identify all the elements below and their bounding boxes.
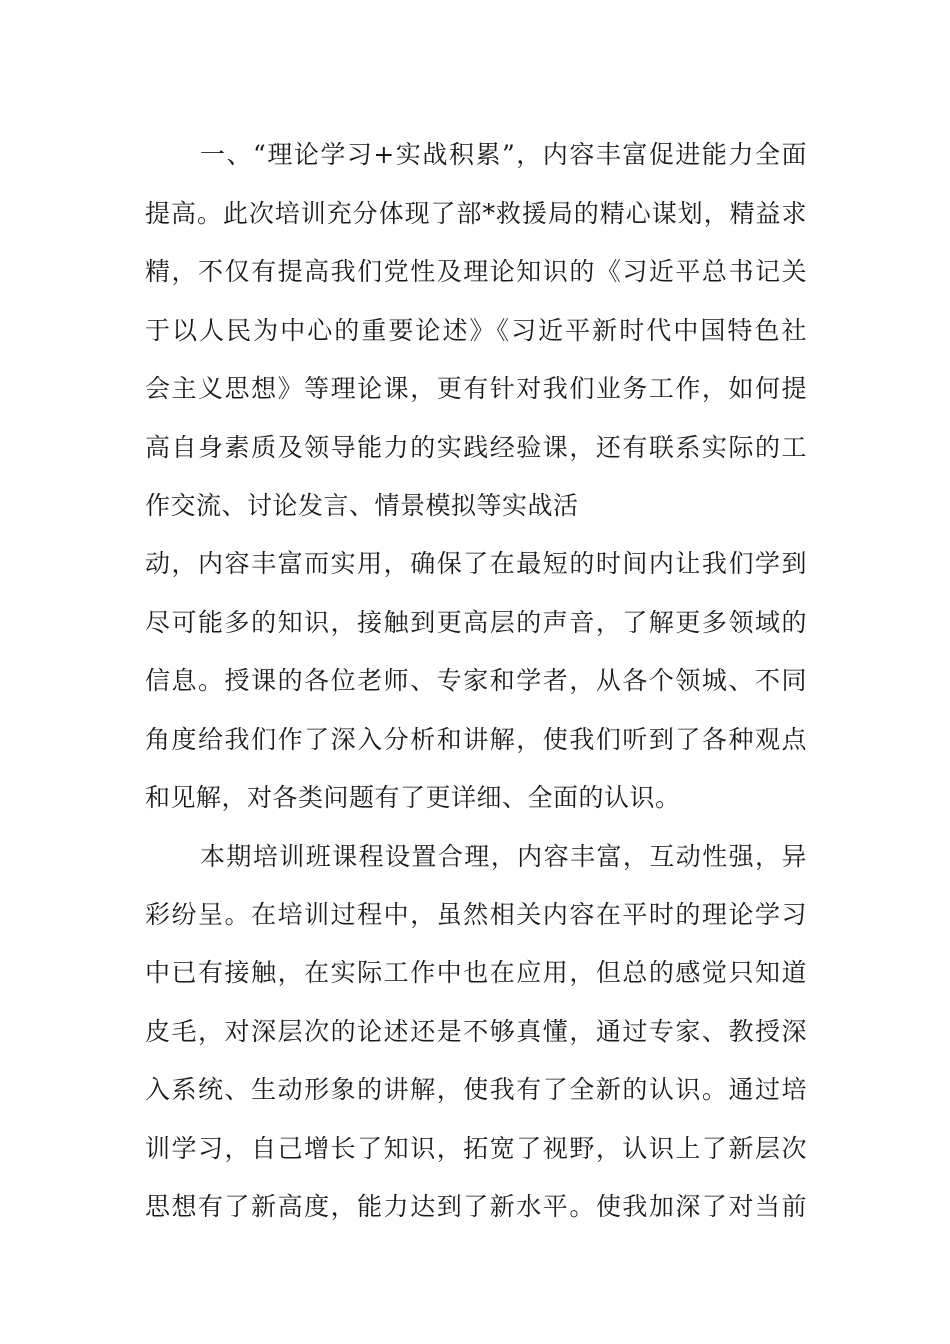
text-line: 入系统、生动形象的讲解，使我有了全新的认识。通过培 [145, 1075, 807, 1104]
text-line: 信息。授课的各位老师、专家和学者，从各个领城、不同 [145, 666, 807, 695]
text-line: 思想有了新高度，能力达到了新水平。使我加深了对当前 [145, 1192, 807, 1221]
text-line: 一、“理论学习+实战积累”，内容丰富促进能力全面 [200, 140, 807, 169]
text-line: 和见解，对各类问题有了更详细、全面的认识。 [145, 783, 681, 812]
text-line: 会主义思想》等理论课，更有针对我们业务工作，如何提 [145, 374, 807, 403]
text-line: 中已有接触，在实际工作中也在应用，但总的感觉只知道 [145, 958, 807, 987]
text-line: 提高。此次培训充分体现了部*救援局的精心谋划，精益求 [145, 199, 807, 228]
text-line: 角度给我们作了深入分析和讲解，使我们听到了各种观点 [145, 725, 807, 754]
text-line: 精，不仅有提高我们党性及理论知识的《习近平总书记关 [145, 257, 807, 286]
text-line: 皮毛，对深层次的论述还是不够真懂，通过专家、教授深 [145, 1017, 807, 1046]
text-line: 本期培训班课程设置合理，内容丰富，互动性强，异 [200, 842, 807, 871]
text-line: 于以人民为中心的重要论述》《习近平新时代中国特色社 [145, 316, 807, 345]
text-line: 高自身素质及领导能力的实践经验课，还有联系实际的工 [145, 433, 807, 462]
text-line: 动，内容丰富而实用，确保了在最短的时间内让我们学到 [145, 549, 807, 578]
text-line: 作交流、讨论发言、情景模拟等实战活 [145, 491, 579, 520]
text-line: 训学习，自己增长了知识，拓宽了视野，认识上了新层次 [145, 1134, 807, 1163]
text-line: 彩纷呈。在培训过程中，虽然相关内容在平时的理论学习 [145, 900, 807, 929]
text-line: 尽可能多的知识，接触到更高层的声音，了解更多领域的 [145, 608, 807, 637]
